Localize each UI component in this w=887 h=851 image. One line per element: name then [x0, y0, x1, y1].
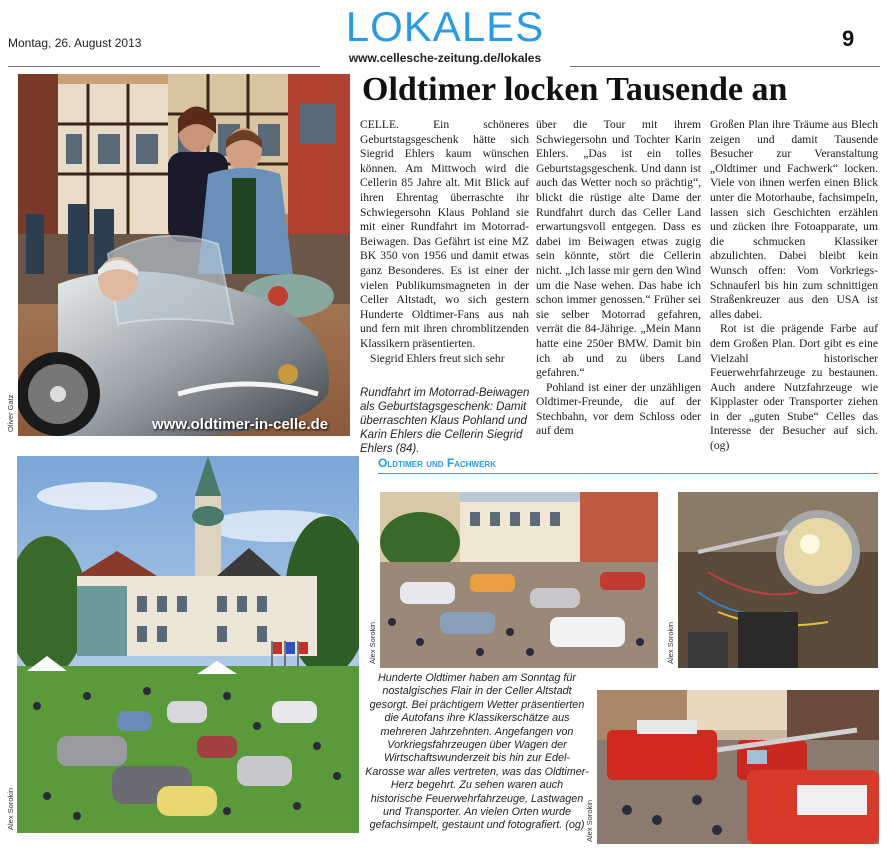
photo-credit-sorokin-4: Alex Sorokin — [585, 799, 594, 842]
photo-credit-gatz: Oliver Gatz — [6, 394, 15, 432]
gallery-section-rule — [378, 473, 878, 474]
article-column-1 — [360, 118, 529, 366]
section-title: LOKALES — [345, 3, 545, 50]
gallery-caption: Hunderte Oldtimer haben am Sonntag für nostalgisches Flair in der Celler Altstadt gesorgt. Bei prächtigem Wetter präsentierten die Autofans ihre Klassikerschätze aus mehreren Jahrzehnten. Angefangen von Vorkriegsfahrzeugen über Wagen der Wirtschaftswunderzeit bis hin zur Edel-Karosse war alles vertreten, was das Oldtimer-Herz begehrt. Zu sehen waren auch historische Feuerwehrfahrzeuge, Lastwagen und Transporter. An vielen Orten wurde gefachsimpelt, gestaunt und fotografiert. (og) — [365, 672, 589, 832]
photo-fire-trucks — [597, 690, 879, 844]
article-paragraph: Großen Plan ihre Träume aus Blech zeigen und damit Tausende Besucher zur Veranstaltung „Oldtimer und Fachwerk“ locken. Viele von ihnen werfen einen Blick unter die Motorhaube, fachsimpeln, lassen sich Geschichten erzählen und zücken ihre Fotoapparate, um die schmucken Klassiker abzulichten. Dabei bleibt kein Wunsch offen: Vom Vorkriegs-Schnauferl bis hin zum schnittigen Straßenkreuzer aus den USA ist alles dabei. — [710, 118, 878, 321]
article-paragraph: CELLE. Ein schöneres Geburtstagsgeschenk hätte sich Siegrid Ehlers kaum wünschen können. Am Mittwoch wird die Cellerin 85 Jahre alt. Mit Blick auf ihren Ehrentag überraschte ihr Schwiegersohn Klaus Pohland sie mit einer Rundfahrt im Motorrad-Beiwagen. Das Gefährt ist eine MZ BK 350 von 1956 und damit etwas ganz Besonderes. Es ist einer der vielen Publikumsmagneten in der Celler Altstadt, wo sich gestern Hunderte Oldtimer-Fans aus nah und fern mit ihren chromblitzenden Klassikern präsentierten. — [360, 118, 529, 350]
photo-sidecar-ride — [18, 74, 350, 436]
article-column-2 — [536, 118, 701, 439]
article-paragraph: Siegrid Ehlers freut sich sehr — [370, 351, 505, 365]
photo-street-cars — [380, 492, 658, 668]
article-paragraph: Pohland ist einer der unzähligen Oldtimer-Freunde, die auf der Stechbahn, vor dem Schloss oder auf dem — [536, 380, 701, 438]
photo-caption-sidecar: Rundfahrt im Motorrad-Beiwagen als Geburtstagsgeschenk: Damit überraschten Klaus Pohland und Karin Ehlers die Cellerin Siegrid Ehlers (84). — [360, 387, 530, 455]
photo-credit-sorokin-2: Alex Sorokin — [368, 621, 377, 664]
article-column-3 — [710, 118, 878, 454]
page-number: 9 — [842, 26, 855, 51]
street-cars-illustration — [380, 492, 658, 668]
gallery-section-title: Oldtimer und Fachwerk — [378, 456, 496, 470]
header-rule-left — [8, 66, 320, 67]
photo-motorcycle-headlight — [678, 492, 878, 668]
article-paragraph: Rot ist die prägende Farbe auf dem Großen Plan. Dort gibt es eine Vielzahl historischer Feuerwehrfahrzeuge zu bestaunen. Auch andere Nutzfahrzeuge wie Kipplaster oder Transporter ziehen in der „guten Stube“ Celles das Interesse der Besucher auf sich. (og) — [710, 322, 878, 453]
section-url[interactable]: www.cellesche-zeitung.de/lokales — [348, 51, 542, 65]
sidecar-photo-illustration — [18, 74, 350, 436]
photo-credit-sorokin-3: Alex Sorokin — [666, 621, 675, 664]
fire-trucks-illustration — [597, 690, 879, 844]
article-paragraph: über die Tour mit ihrem Schwiegersohn und Tochter Karin Ehlers. „Das ist ein tolles Geburtstagsgeschenk. Und dann ist auch das Wetter noch so prächtig“, blickt die rüstige alte Dame der Rundfahrt durch das Celler Land erwartungsvoll entgegen. Dass es dabei im Beiwagen etwas zugig sein könnte, stört die Cellerin nicht. „Ich lasse mir gern den Wind um die Nase wehen. Das habe ich schon immer genossen.“ Früher sei sie selber Motorrad gefahren, verrät die 84-Jährige. „Mein Mann hatte eine 250er BMW. Damit bin ich ab und zu übers Land gefahren.“ — [536, 118, 701, 380]
issue-date: Montag, 26. August 2013 — [8, 36, 142, 50]
article-headline: Oldtimer locken Tausende an — [362, 71, 788, 108]
photo-credit-sorokin-1: Alex Sorokin — [6, 787, 15, 830]
header-rule-right — [570, 66, 880, 67]
photo-castle-square — [17, 456, 359, 833]
castle-square-illustration — [17, 456, 359, 833]
headlight-illustration — [678, 492, 878, 668]
photo-watermark: www.oldtimer-in-celle.de — [152, 416, 329, 433]
